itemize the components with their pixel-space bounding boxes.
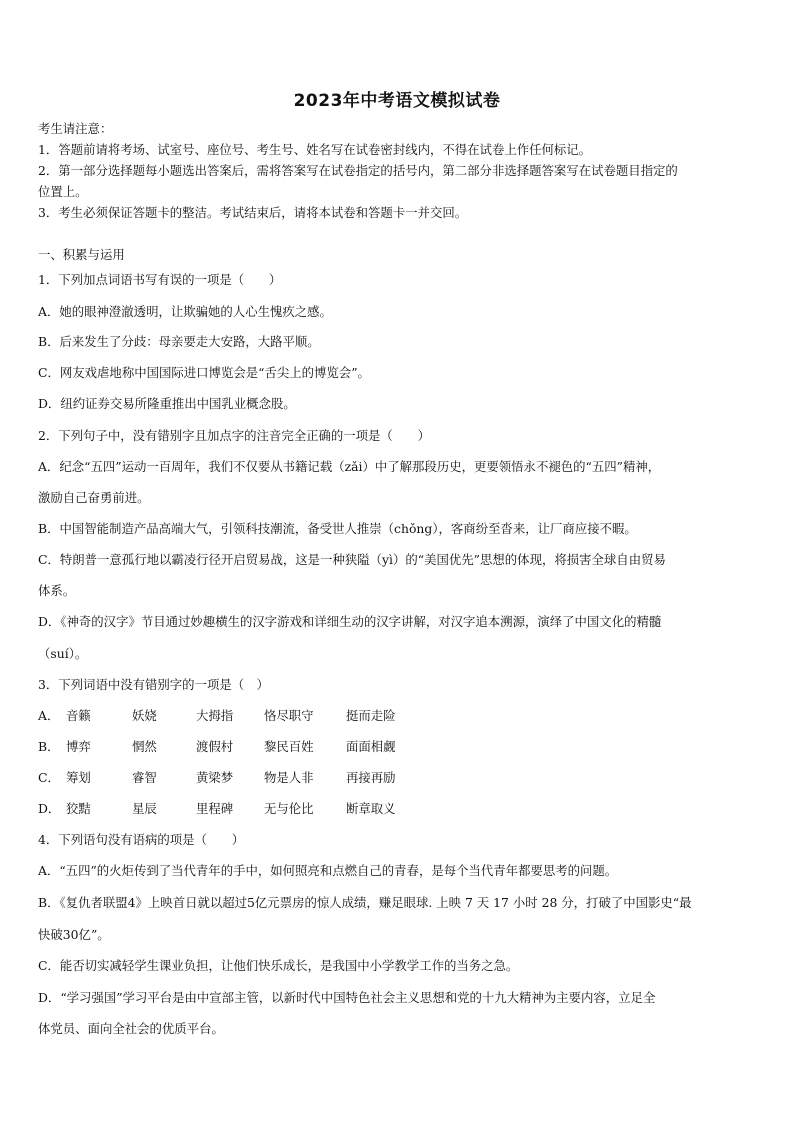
q2-option-c: C．特朗普一意孤行地以霸凌行径开启贸易战，这是一种狭隘（yì）的“美国优先”思想的体现，将损害全球自由贸易: [38, 552, 666, 567]
word: 大拇指: [196, 708, 234, 723]
q4-option-c: C．能否切实减轻学生课业负担，让他们快乐成长，是我国中小学教学工作的当务之急。: [38, 958, 519, 973]
option-tag: D．: [38, 801, 61, 816]
word: 星辰: [132, 801, 157, 816]
q2-option-d-cont: （suí）。: [38, 646, 88, 661]
q4-option-d-cont: 体党员、面向全社会的优质平台。: [38, 1021, 224, 1036]
word: 无与伦比: [264, 801, 314, 816]
q3-option-b: [38, 738, 438, 756]
option-tag: C．: [38, 770, 60, 785]
q2-option-c-cont: 体系。: [38, 583, 76, 598]
q1-stem: 1．下列加点词语书写有误的一项是（ ）: [38, 272, 282, 287]
word: 音籁: [66, 708, 91, 723]
q4-option-a: A．“五四”的火炬传到了当代青年的手中，如何照亮和点燃自己的青春，是每个当代青年都要思考的问题。: [38, 863, 618, 878]
q1-option-c: C．网友戏虐地称中国国际进口博览会是“舌尖上的博览会”。: [38, 365, 370, 380]
q4-option-d: D．“学习强国”学习平台是由中宣部主管，以新时代中国特色社会主义思想和党的十九大精神为主要内容，立足全: [38, 990, 656, 1005]
q1-option-a: A．她的眼神澄澈透明，让欺骗她的人心生愧疚之感。: [38, 304, 332, 319]
notice-item-2: 2．第一部分选择题每小题选出答案后，需将答案写在试卷指定的括号内，第二部分非选择题答案写在试卷题目指定的: [38, 163, 678, 178]
notice-heading: 考生请注意：: [38, 121, 113, 136]
word: 睿智: [132, 770, 157, 785]
page-title: 2023年中考语文模拟试卷: [293, 91, 501, 111]
word: 里程碑: [196, 801, 234, 816]
word: 再接再励: [346, 770, 396, 785]
q4-option-b-cont: 快破30亿”。: [38, 927, 110, 942]
word: 物是人非: [264, 770, 314, 785]
word: 挺而走险: [346, 708, 396, 723]
word: 恪尽职守: [264, 708, 314, 723]
q4-stem: 4．下列语句没有语病的项是（ ）: [38, 832, 245, 847]
word: 断章取义: [346, 801, 396, 816]
notice-item-3: 3．考生必须保证答题卡的整洁。考试结束后，请将本试卷和答题卡一并交回。: [38, 205, 468, 220]
word: 渡假村: [196, 739, 234, 754]
q2-option-a: A．纪念“五四”运动一百周年，我们不仅要从书籍记载（zǎi）中了解那段历史，更要领悟永不褪色的“五四”精神，: [38, 459, 661, 474]
q3-option-c: [38, 769, 438, 787]
q2-option-a-cont: 激励自己奋勇前进。: [38, 490, 150, 505]
option-tag: B．: [38, 739, 60, 754]
word: 面面相觑: [346, 739, 396, 754]
word: 狡黠: [66, 801, 91, 816]
q3-option-d: [38, 800, 438, 818]
q2-option-d: D．《神奇的汉字》节目通过妙趣横生的汉字游戏和详细生动的汉字讲解，对汉字追本溯源，演绎了中国文化的精髓: [38, 614, 662, 629]
q1-option-d: D．纽约证券交易所隆重推出中国乳业概念股。: [38, 396, 296, 411]
q4-option-b: B．《复仇者联盟4》上映首日就以超过5亿元票房的惊人成绩，赚足眼球. 上映 7 天 17 小时 28 分，打破了中国影史“最: [38, 895, 692, 910]
notice-item-1: 1．答题前请将考场、试室号、座位号、考生号、姓名写在试卷密封线内，不得在试卷上作任何标记。: [38, 142, 592, 157]
option-tag: A．: [38, 708, 60, 723]
word: 筹划: [66, 770, 91, 785]
q2-option-b: B．中国智能制造产品高端大气，引领科技潮流，备受世人推崇（chǒng），客商纷至沓来，让厂商应接不暇。: [38, 521, 637, 536]
word: 黎民百姓: [264, 739, 314, 754]
q3-option-a: [38, 707, 438, 725]
q1-option-b: B．后来发生了分歧：母亲要走大安路，大路平顺。: [38, 334, 320, 349]
notice-item-2-cont: 位置上。: [38, 184, 88, 199]
word: 黄梁梦: [196, 770, 234, 785]
q2-stem: 2．下列句子中，没有错别字且加点字的注音完全正确的一项是（ ）: [38, 428, 430, 443]
word: 惘然: [132, 739, 157, 754]
section-heading: 一、积累与运用: [38, 247, 125, 262]
q3-stem: 3．下列词语中没有错别字的一项是（ ）: [38, 677, 269, 692]
word: 妖娆: [132, 708, 157, 723]
word: 博弈: [66, 739, 91, 754]
